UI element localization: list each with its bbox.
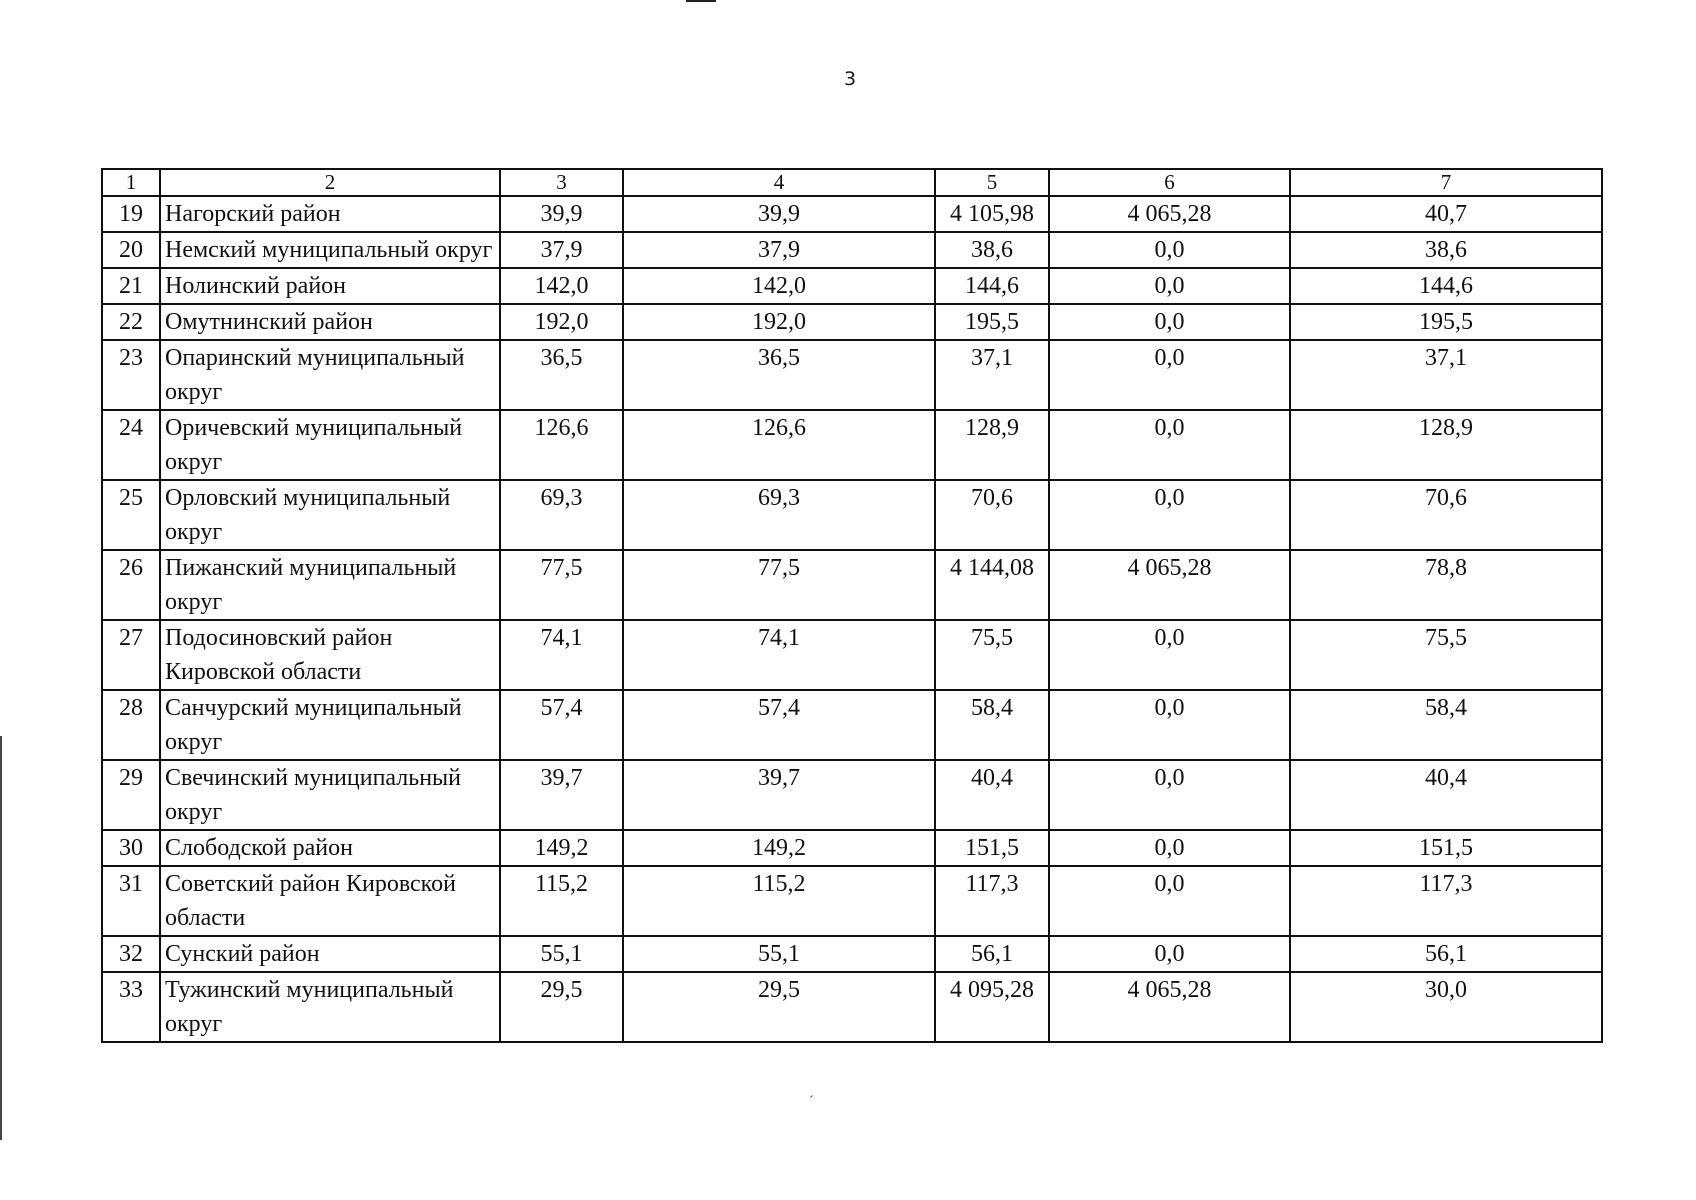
value-col4-cell: 115,2 bbox=[623, 866, 935, 936]
table-row bbox=[102, 268, 1602, 304]
row-number-cell: 22 bbox=[102, 304, 160, 340]
value-col3-cell: 39,7 bbox=[500, 760, 623, 830]
value-col6-cell: 0,0 bbox=[1049, 340, 1290, 410]
value-col5-cell: 144,6 bbox=[935, 268, 1049, 304]
district-name-cell: Свечинский муниципальный округ bbox=[160, 760, 500, 830]
value-col6-cell: 0,0 bbox=[1049, 936, 1290, 972]
value-col6-cell: 4 065,28 bbox=[1049, 550, 1290, 620]
value-col6-cell: 4 065,28 bbox=[1049, 972, 1290, 1042]
table-row bbox=[102, 340, 1602, 410]
value-col4-cell: 74,1 bbox=[623, 620, 935, 690]
column-header: 4 bbox=[623, 169, 935, 196]
value-col7-cell: 70,6 bbox=[1290, 480, 1602, 550]
district-name-cell: Нагорский район bbox=[160, 196, 500, 232]
value-col6-cell: 0,0 bbox=[1049, 410, 1290, 480]
district-name-cell: Немский муниципальный округ bbox=[160, 232, 500, 268]
top-edge-mark bbox=[686, 0, 716, 2]
table-row bbox=[102, 690, 1602, 760]
value-col5-cell: 56,1 bbox=[935, 936, 1049, 972]
value-col4-cell: 55,1 bbox=[623, 936, 935, 972]
value-col7-cell: 38,6 bbox=[1290, 232, 1602, 268]
row-number-cell: 20 bbox=[102, 232, 160, 268]
table-row bbox=[102, 830, 1602, 866]
value-col4-cell: 39,7 bbox=[623, 760, 935, 830]
value-col4-cell: 149,2 bbox=[623, 830, 935, 866]
value-col5-cell: 75,5 bbox=[935, 620, 1049, 690]
district-name-cell: Санчурский муниципальный округ bbox=[160, 690, 500, 760]
row-number-cell: 32 bbox=[102, 936, 160, 972]
value-col5-cell: 151,5 bbox=[935, 830, 1049, 866]
row-number-cell: 26 bbox=[102, 550, 160, 620]
row-number-cell: 21 bbox=[102, 268, 160, 304]
table-row bbox=[102, 410, 1602, 480]
value-col7-cell: 58,4 bbox=[1290, 690, 1602, 760]
value-col7-cell: 30,0 bbox=[1290, 972, 1602, 1042]
row-number-cell: 25 bbox=[102, 480, 160, 550]
row-number-cell: 29 bbox=[102, 760, 160, 830]
value-col3-cell: 192,0 bbox=[500, 304, 623, 340]
row-number-cell: 19 bbox=[102, 196, 160, 232]
value-col3-cell: 39,9 bbox=[500, 196, 623, 232]
value-col4-cell: 36,5 bbox=[623, 340, 935, 410]
table-body bbox=[102, 196, 1602, 1042]
value-col6-cell: 0,0 bbox=[1049, 830, 1290, 866]
value-col4-cell: 39,9 bbox=[623, 196, 935, 232]
table-row bbox=[102, 550, 1602, 620]
district-name-cell: Тужинский муниципальный округ bbox=[160, 972, 500, 1042]
value-col5-cell: 40,4 bbox=[935, 760, 1049, 830]
district-name-cell: Пижанский муниципальный округ bbox=[160, 550, 500, 620]
value-col5-cell: 4 105,98 bbox=[935, 196, 1049, 232]
scan-speck bbox=[810, 1095, 813, 1098]
value-col7-cell: 37,1 bbox=[1290, 340, 1602, 410]
row-number-cell: 30 bbox=[102, 830, 160, 866]
value-col3-cell: 126,6 bbox=[500, 410, 623, 480]
value-col7-cell: 144,6 bbox=[1290, 268, 1602, 304]
value-col7-cell: 151,5 bbox=[1290, 830, 1602, 866]
district-name-cell: Сунский район bbox=[160, 936, 500, 972]
value-col3-cell: 77,5 bbox=[500, 550, 623, 620]
value-col3-cell: 74,1 bbox=[500, 620, 623, 690]
value-col5-cell: 38,6 bbox=[935, 232, 1049, 268]
value-col6-cell: 0,0 bbox=[1049, 480, 1290, 550]
district-name-cell: Слободской район bbox=[160, 830, 500, 866]
column-header: 2 bbox=[160, 169, 500, 196]
value-col3-cell: 149,2 bbox=[500, 830, 623, 866]
value-col6-cell: 0,0 bbox=[1049, 304, 1290, 340]
value-col5-cell: 58,4 bbox=[935, 690, 1049, 760]
district-name-cell: Подосиновский район Кировской области bbox=[160, 620, 500, 690]
column-header: 6 bbox=[1049, 169, 1290, 196]
value-col5-cell: 128,9 bbox=[935, 410, 1049, 480]
value-col7-cell: 128,9 bbox=[1290, 410, 1602, 480]
column-header: 5 bbox=[935, 169, 1049, 196]
value-col4-cell: 142,0 bbox=[623, 268, 935, 304]
value-col6-cell: 0,0 bbox=[1049, 620, 1290, 690]
column-header: 1 bbox=[102, 169, 160, 196]
value-col6-cell: 0,0 bbox=[1049, 690, 1290, 760]
row-number-cell: 33 bbox=[102, 972, 160, 1042]
value-col3-cell: 115,2 bbox=[500, 866, 623, 936]
value-col3-cell: 29,5 bbox=[500, 972, 623, 1042]
value-col3-cell: 69,3 bbox=[500, 480, 623, 550]
page-number: 3 bbox=[843, 68, 857, 90]
table-row bbox=[102, 196, 1602, 232]
value-col7-cell: 78,8 bbox=[1290, 550, 1602, 620]
table-row bbox=[102, 232, 1602, 268]
value-col5-cell: 4 144,08 bbox=[935, 550, 1049, 620]
table-row bbox=[102, 866, 1602, 936]
district-name-cell: Оричевский муниципальный округ bbox=[160, 410, 500, 480]
table-row bbox=[102, 480, 1602, 550]
table-row bbox=[102, 760, 1602, 830]
value-col3-cell: 55,1 bbox=[500, 936, 623, 972]
value-col4-cell: 29,5 bbox=[623, 972, 935, 1042]
value-col3-cell: 142,0 bbox=[500, 268, 623, 304]
value-col7-cell: 117,3 bbox=[1290, 866, 1602, 936]
value-col6-cell: 0,0 bbox=[1049, 232, 1290, 268]
value-col7-cell: 195,5 bbox=[1290, 304, 1602, 340]
table-row bbox=[102, 972, 1602, 1042]
value-col3-cell: 57,4 bbox=[500, 690, 623, 760]
table-row bbox=[102, 936, 1602, 972]
value-col5-cell: 195,5 bbox=[935, 304, 1049, 340]
value-col7-cell: 40,7 bbox=[1290, 196, 1602, 232]
value-col5-cell: 37,1 bbox=[935, 340, 1049, 410]
data-table bbox=[101, 168, 1603, 1043]
row-number-cell: 28 bbox=[102, 690, 160, 760]
value-col6-cell: 4 065,28 bbox=[1049, 196, 1290, 232]
value-col4-cell: 37,9 bbox=[623, 232, 935, 268]
value-col3-cell: 37,9 bbox=[500, 232, 623, 268]
column-header: 3 bbox=[500, 169, 623, 196]
row-number-cell: 23 bbox=[102, 340, 160, 410]
value-col7-cell: 40,4 bbox=[1290, 760, 1602, 830]
value-col6-cell: 0,0 bbox=[1049, 866, 1290, 936]
value-col4-cell: 126,6 bbox=[623, 410, 935, 480]
value-col4-cell: 77,5 bbox=[623, 550, 935, 620]
value-col3-cell: 36,5 bbox=[500, 340, 623, 410]
left-edge-mark bbox=[0, 736, 2, 1140]
value-col4-cell: 69,3 bbox=[623, 480, 935, 550]
value-col5-cell: 4 095,28 bbox=[935, 972, 1049, 1042]
value-col4-cell: 192,0 bbox=[623, 304, 935, 340]
district-name-cell: Омутнинский район bbox=[160, 304, 500, 340]
row-number-cell: 31 bbox=[102, 866, 160, 936]
column-header: 7 bbox=[1290, 169, 1602, 196]
row-number-cell: 24 bbox=[102, 410, 160, 480]
value-col6-cell: 0,0 bbox=[1049, 760, 1290, 830]
district-name-cell: Советский район Кировской области bbox=[160, 866, 500, 936]
value-col4-cell: 57,4 bbox=[623, 690, 935, 760]
district-name-cell: Опаринский муниципальный округ bbox=[160, 340, 500, 410]
value-col5-cell: 117,3 bbox=[935, 866, 1049, 936]
header-row bbox=[102, 169, 1602, 196]
row-number-cell: 27 bbox=[102, 620, 160, 690]
district-name-cell: Нолинский район bbox=[160, 268, 500, 304]
value-col7-cell: 75,5 bbox=[1290, 620, 1602, 690]
value-col6-cell: 0,0 bbox=[1049, 268, 1290, 304]
table-row bbox=[102, 304, 1602, 340]
district-name-cell: Орловский муниципальный округ bbox=[160, 480, 500, 550]
value-col7-cell: 56,1 bbox=[1290, 936, 1602, 972]
table-row bbox=[102, 620, 1602, 690]
value-col5-cell: 70,6 bbox=[935, 480, 1049, 550]
